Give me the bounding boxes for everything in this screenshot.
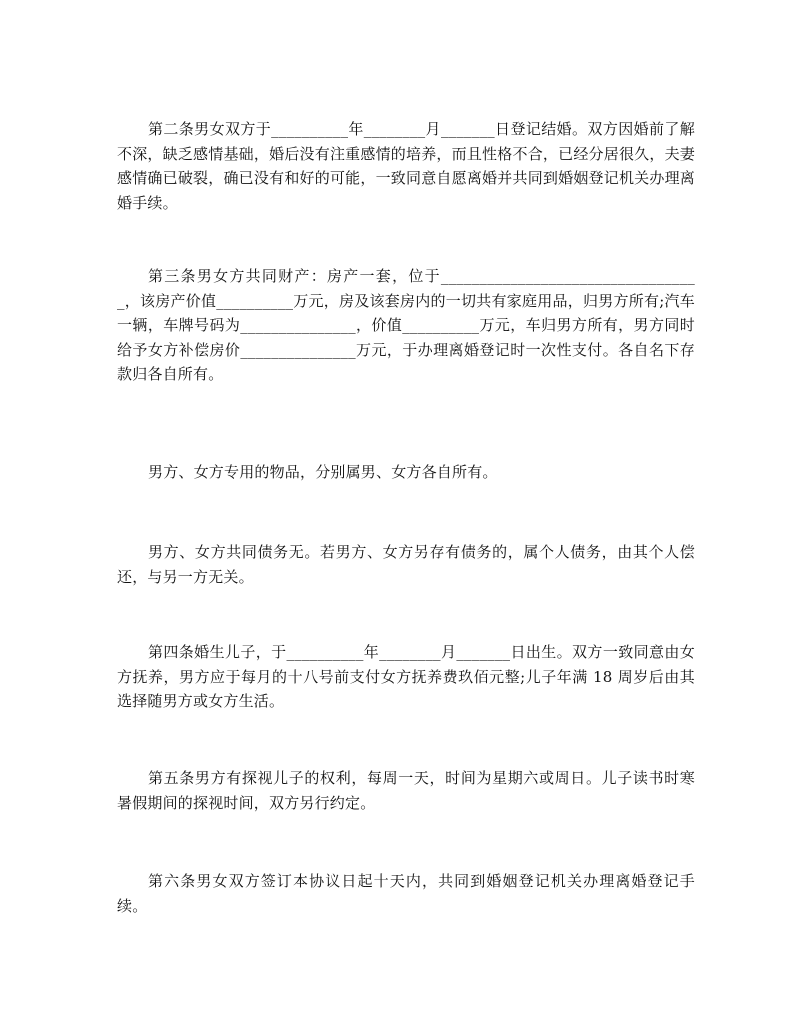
clause-five-visitation: 第五条男方有探视儿子的权利，每周一天，时间为星期六或周日。儿子读书时寒暑假期间的探视时间，双方另行约定。 bbox=[117, 769, 695, 812]
clause-six-divorce-registration: 第六条男女双方签订本协议日起十天内，共同到婚姻登记机关办理离婚登记手续。 bbox=[117, 872, 695, 915]
clause-three-joint-property: 第三条男女方共同财产：房产一套，位于__________________________________，该房产价值__________万元，房及该套房内的一切共有家庭用品，归男方所有;汽车一辆，车牌号码为_______________，价值__________万元，车归男方所有，男方同时给予女方补偿房价_______________万元，于办理离婚登记时一次性支付。各自名下存款归各自所有。 bbox=[117, 267, 695, 383]
clause-two-marriage-registration: 第二条男女双方于__________年________月_______日登记结婚。双方因婚前了解不深，缺乏感情基础，婚后没有注重感情的培养，而且性格不合，已经分居很久，夫妻感情确已破裂，确已没有和好的可能，一致同意自愿离婚并共同到婚姻登记机关办理离婚手续。 bbox=[117, 120, 695, 212]
clause-four-child-custody: 第四条婚生儿子，于__________年________月_______日出生。双方一致同意由女方抚养，男方应于每月的十八号前支付女方抚养费玖佰元整;儿子年满 18 周岁后由其选择随男方或女方生活。 bbox=[117, 643, 695, 710]
personal-items-clause: 男方、女方专用的物品，分别属男、女方各自所有。 bbox=[148, 463, 498, 481]
joint-debts-clause: 男方、女方共同债务无。若男方、女方另存有债务的，属个人债务，由其个人偿还，与另一方无关。 bbox=[117, 543, 695, 586]
